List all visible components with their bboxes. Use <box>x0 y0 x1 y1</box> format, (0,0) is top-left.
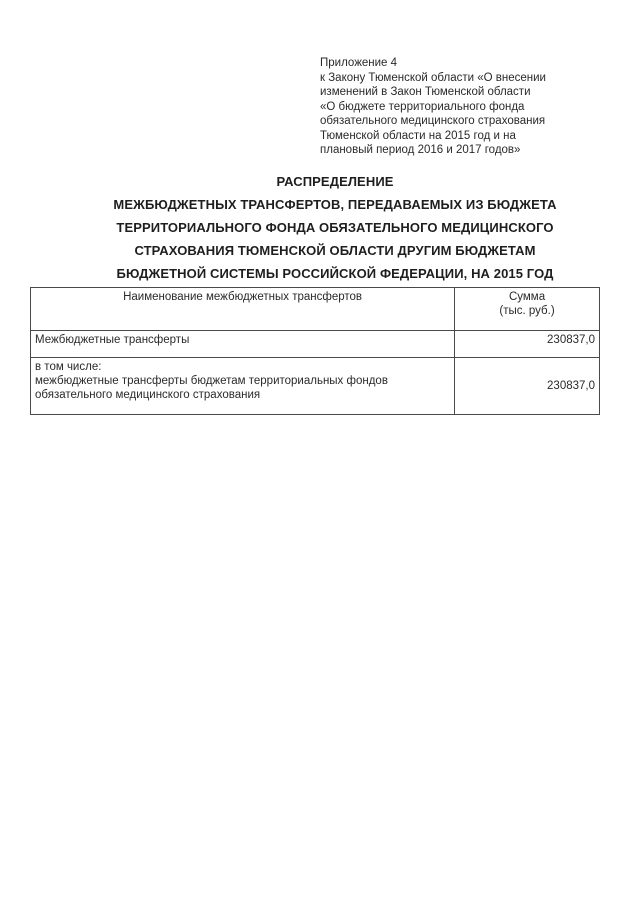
appendix-line: обязательного медицинского страхования <box>320 115 546 127</box>
table-row <box>31 358 600 415</box>
table-header-row <box>31 288 600 331</box>
header-sum-cell <box>455 288 600 331</box>
header-name-cell: Наименование межбюджетных трансфертов <box>31 288 455 331</box>
title-line: СТРАХОВАНИЯ ТЮМЕНСКОЙ ОБЛАСТИ ДРУГИМ БЮДЖЕТАМ <box>134 243 536 258</box>
title-heading: РАСПРЕДЕЛЕНИЕ <box>276 174 394 189</box>
title-line: ТЕРРИТОРИАЛЬНОГО ФОНДА ОБЯЗАТЕЛЬНОГО МЕДИЦИНСКОГО <box>116 220 554 235</box>
title-line: БЮДЖЕТНОЙ СИСТЕМЫ РОССИЙСКОЙ ФЕДЕРАЦИИ, НА 2015 ГОД <box>116 266 554 281</box>
title-line: МЕЖБЮДЖЕТНЫХ ТРАНСФЕРТОВ, ПЕРЕДАВАЕМЫХ ИЗ БЮДЖЕТА <box>113 197 557 212</box>
table-row <box>31 331 600 358</box>
appendix-line: Приложение 4 <box>320 57 398 69</box>
row-name-line: в том числе: <box>35 361 102 373</box>
document-title <box>100 170 570 285</box>
appendix-note <box>320 56 620 158</box>
header-sum-label: Сумма <box>508 291 546 303</box>
appendix-line: изменений в Закон Тюменской области <box>320 86 531 98</box>
row-value-cell: 230837,0 <box>455 331 600 358</box>
appendix-line: Тюменской области на 2015 год и на <box>320 129 516 142</box>
appendix-line: «О бюджете территориального фонда <box>320 100 525 113</box>
row-name-line: межбюджетные трансферты бюджетам территориальных фондов <box>35 375 388 387</box>
row-name-cell <box>31 331 455 358</box>
row-name-line: обязательного медицинского страхования <box>35 389 261 401</box>
row-name-cell <box>31 358 455 415</box>
row-name-line: Межбюджетные трансферты <box>35 334 190 346</box>
appendix-line: к Закону Тюменской области «О внесении <box>320 71 546 84</box>
row-value-cell: 230837,0 <box>455 358 600 415</box>
transfers-table <box>30 287 600 415</box>
appendix-line: плановый период 2016 и 2017 годов» <box>320 144 521 156</box>
header-sum-unit: (тыс. руб.) <box>499 305 555 317</box>
